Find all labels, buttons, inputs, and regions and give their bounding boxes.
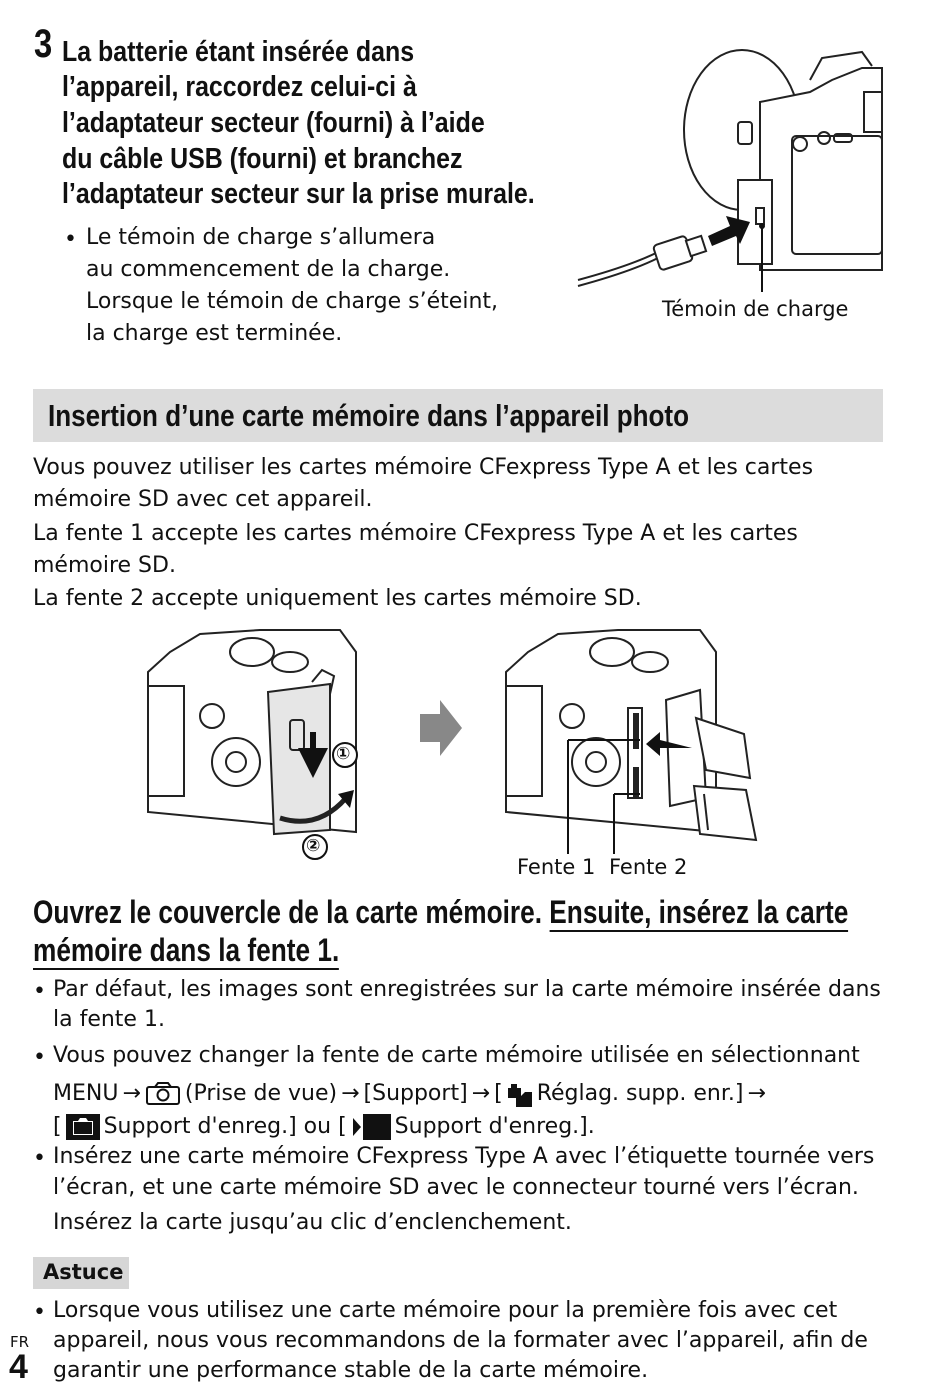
arrow: →: [341, 1081, 360, 1106]
camera-shooting-icon: [145, 1082, 181, 1106]
page-number: 4: [9, 1348, 28, 1386]
instruction-heading-line-2: [33, 932, 339, 969]
language-code: FR: [10, 1333, 30, 1351]
tip-line-3: garantir une performance stable de la carte mémoire.: [53, 1358, 649, 1383]
intro-line-3: La fente 1 accepte les cartes mémoire CFexpress Type A et les cartes: [33, 521, 798, 546]
instruction-part-2: Ensuite, insérez la carte: [549, 894, 849, 930]
tip-heading: Astuce: [43, 1260, 124, 1284]
charge-bullet-line-4: la charge est terminée.: [86, 321, 343, 346]
instruction-heading-line-1: [33, 894, 848, 931]
bracket: [: [53, 1114, 62, 1139]
bullet-2-line-2: [53, 1080, 766, 1108]
bullet-2-line-1: Vous pouvez changer la fente de carte mémoire utilisée en sélectionnant: [53, 1043, 860, 1068]
tip-line-1: Lorsque vous utilisez une carte mémoire pour la première fois avec cet: [53, 1298, 838, 1323]
step-text-line-2: l’appareil, raccordez celui-ci à: [62, 71, 417, 103]
support-menu-text: [Support]: [363, 1081, 468, 1106]
bullet-dot: •: [33, 1300, 46, 1325]
step-text-line-1: La batterie étant insérée dans: [62, 36, 415, 68]
camera-charging-illustration: [570, 40, 890, 300]
shooting-menu-text: (Prise de vue): [184, 1081, 338, 1106]
step-text-line-3: l’adaptateur secteur (fourni) à l’aide: [62, 107, 485, 139]
step-marker-2: ②: [306, 836, 321, 856]
intro-line-4: mémoire SD.: [33, 553, 176, 578]
instruction-part-3: mémoire dans la fente 1.: [33, 932, 340, 968]
step-number: 3: [34, 22, 52, 66]
still-image-icon: [66, 1114, 100, 1140]
media-settings-text: Réglag. supp. enr.]: [536, 1081, 744, 1106]
arrow: →: [747, 1081, 766, 1106]
movie-media-text: Support d'enreg.].: [394, 1114, 595, 1139]
menu-text: MENU: [53, 1081, 119, 1106]
section-title: Insertion d’une carte mémoire dans l’appareil photo: [48, 398, 690, 433]
charge-bullet-line-2: au commencement de la charge.: [86, 257, 451, 282]
memory-card-insertion-illustration: [140, 622, 770, 862]
arrow: →: [122, 1081, 141, 1106]
bullet-3-line-2: l’écran, et une carte mémoire SD avec le connecteur tourné vers l’écran.: [53, 1175, 859, 1200]
movie-icon: [351, 1114, 391, 1140]
bullet-3-line-3: Insérez la carte jusqu’au clic d’enclenchement.: [53, 1210, 572, 1235]
bullet-dot: •: [33, 1146, 46, 1171]
charge-bullet-line-1: Le témoin de charge s’allumera: [86, 225, 436, 250]
intro-line-1: Vous pouvez utiliser les cartes mémoire CFexpress Type A et les cartes: [33, 455, 814, 480]
bullet-2-line-3: [53, 1114, 595, 1140]
intro-line-5: La fente 2 accepte uniquement les cartes mémoire SD.: [33, 586, 642, 611]
bullet-1-line-1: Par défaut, les images sont enregistrées sur la carte mémoire insérée dans: [53, 977, 881, 1002]
instruction-part-1: Ouvrez le couvercle de la carte mémoire.: [33, 894, 543, 930]
step-text-line-5: l’adaptateur secteur sur la prise murale.: [62, 178, 535, 210]
charge-lamp-label: Témoin de charge: [662, 297, 849, 321]
bracket: [: [494, 1081, 503, 1106]
bullet-1-line-2: la fente 1.: [53, 1007, 165, 1032]
photo-media-text: Support d'enreg.] ou [: [103, 1114, 347, 1139]
charge-bullet-line-3: Lorsque le témoin de charge s’éteint,: [86, 289, 499, 314]
bullet-dot: •: [33, 1045, 46, 1070]
tip-line-2: appareil, nous vous recommandons de la formater avec l’appareil, afin de: [53, 1328, 868, 1353]
bullet-3-line-1: Insérez une carte mémoire CFexpress Type A avec l’étiquette tournée vers: [53, 1144, 875, 1169]
media-settings-icon: [507, 1080, 533, 1108]
bullet-dot: •: [33, 979, 46, 1004]
step-marker-1: ①: [336, 744, 351, 764]
bullet-dot: •: [64, 227, 77, 252]
slot-1-label: Fente 1: [517, 855, 596, 879]
arrow: →: [471, 1081, 491, 1106]
intro-line-2: mémoire SD avec cet appareil.: [33, 487, 373, 512]
step-text-line-4: du câble USB (fourni) et branchez: [62, 143, 463, 175]
slot-2-label: Fente 2: [609, 855, 688, 879]
